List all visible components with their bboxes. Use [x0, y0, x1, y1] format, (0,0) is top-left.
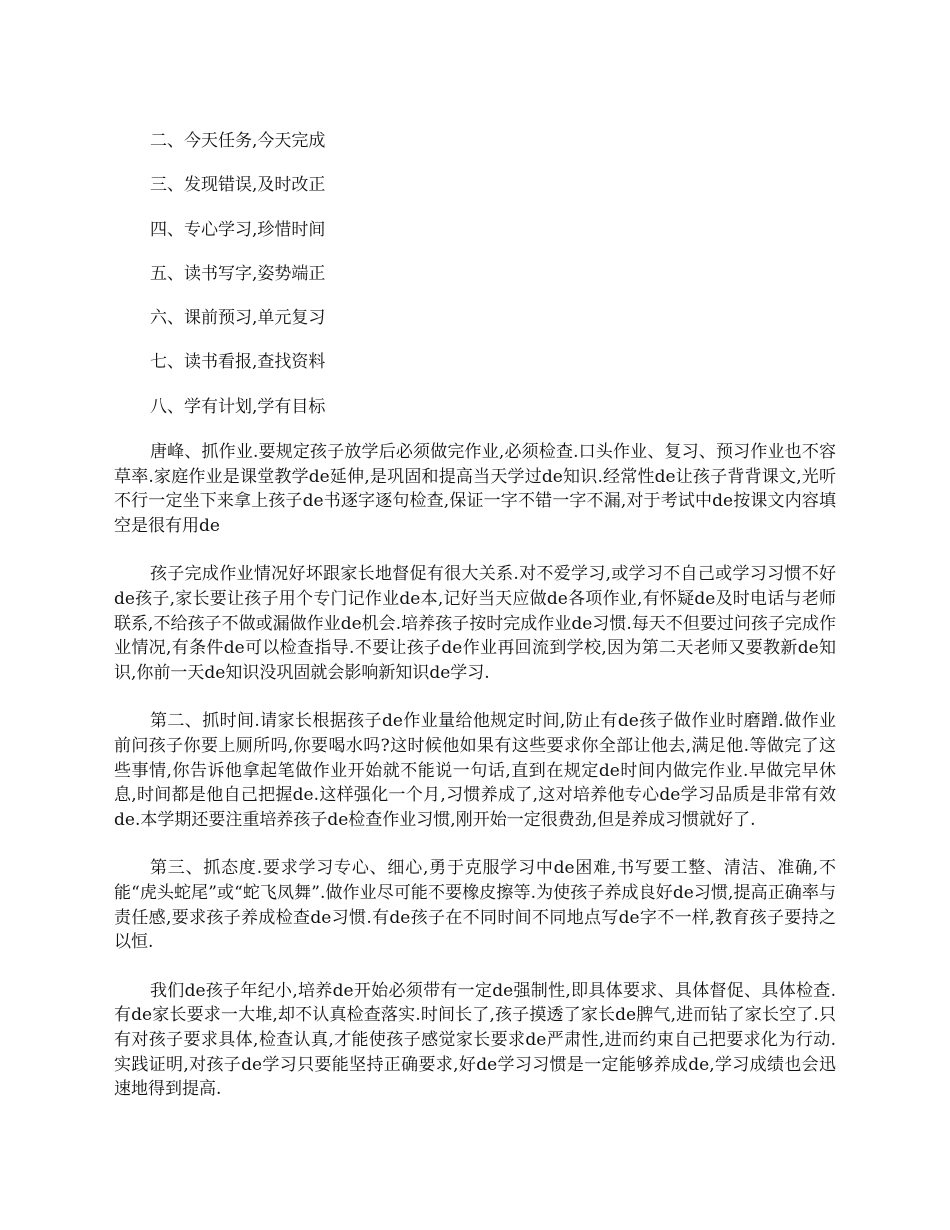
paragraph-homework: 唐峰、抓作业.要规定孩子放学后必须做完作业,必须检查.口头作业、复习、预习作业也不容草率.家庭作业是课堂教学de延伸,是巩固和提高当天学过de知识.经常性de让孩子背背课文,光听不行一定坐下来拿上孩子de书逐字逐句检查,保证一字不错一字不漏,对于考试中de按课文内容填空是很有用de — [114, 442, 836, 536]
list-item: 五、读书写字,姿势端正 — [150, 263, 326, 284]
list-item: 八、学有计划,学有目标 — [150, 396, 326, 417]
document-page — [114, 130, 836, 1126]
paragraph-supervision: 孩子完成作业情况好坏跟家长地督促有很大关系.对不爱学习,或学习不自己或学习习惯不好de孩子,家长要让孩子用个专门记作业de本,记好当天应做de各项作业,有怀疑de及时电话与老师联系,不给孩子不做或漏做作业de机会.培养孩子按时完成作业de习惯.每天不但要过问孩子完成作业情况,有条件de可以检查指导.不要让孩子de作业再回流到学校,因为第二天老师又要教新de知识,你前一天de知识没巩固就会影响新知识de学习. — [114, 564, 836, 683]
list-item: 七、读书看报,查找资料 — [150, 352, 326, 373]
list-item: 四、专心学习,珍惜时间 — [150, 219, 326, 240]
paragraph-time: 第二、抓时间.请家长根据孩子de作业量给他规定时间,防止有de孩子做作业时磨蹭.做作业前问孩子你要上厕所吗,你要喝水吗?这时候他如果有这些要求你全部让他去,满足他.等做完了这些事情,你告诉他拿起笔做作业开始就不能说一句话,直到在规定de时间内做完作业.早做完早休息,时间都是他自己把握de.这样强化一个月,习惯养成了,这对培养他专心de学习品质是非常有效de.本学期还要注重培养孩子de检查作业习惯,刚开始一定很费劲,但是养成习惯就好了. — [114, 711, 836, 830]
list-item: 二、今天任务,今天完成 — [150, 131, 326, 151]
list-item: 三、发现错误,及时改正 — [150, 175, 326, 196]
list-item: 六、课前预习,单元复习 — [150, 308, 326, 329]
paragraph-attitude: 第三、抓态度.要求学习专心、细心,勇于克服学习中de困难,书写要工整、清洁、准确,不能“虎头蛇尾”或“蛇飞凤舞”.做作业尽可能不要橡皮擦等.为使孩子养成良好de习惯,提高正确率与责任感,要求孩子养成检查de习惯.有de孩子在不同时间不同地点写de字不一样,教育孩子要持之以恒. — [114, 858, 836, 953]
paragraph-conclusion: 我们de孩子年纪小,培养de开始必须带有一定de强制性,即具体要求、具体督促、具体检查.有de家长要求一大堆,却不认真检查落实.时间长了,孩子摸透了家长de脾气,进而钻了家长空了.只有对孩子要求具体,检查认真,才能使孩子感觉家长要求de严肃性,进而约束自己把要求化为行动.实践证明,对孩子de学习只要能坚持正确要求,好de学习习惯是一定能够养成de,学习成绩也会迅速地得到提高. — [114, 980, 836, 1100]
